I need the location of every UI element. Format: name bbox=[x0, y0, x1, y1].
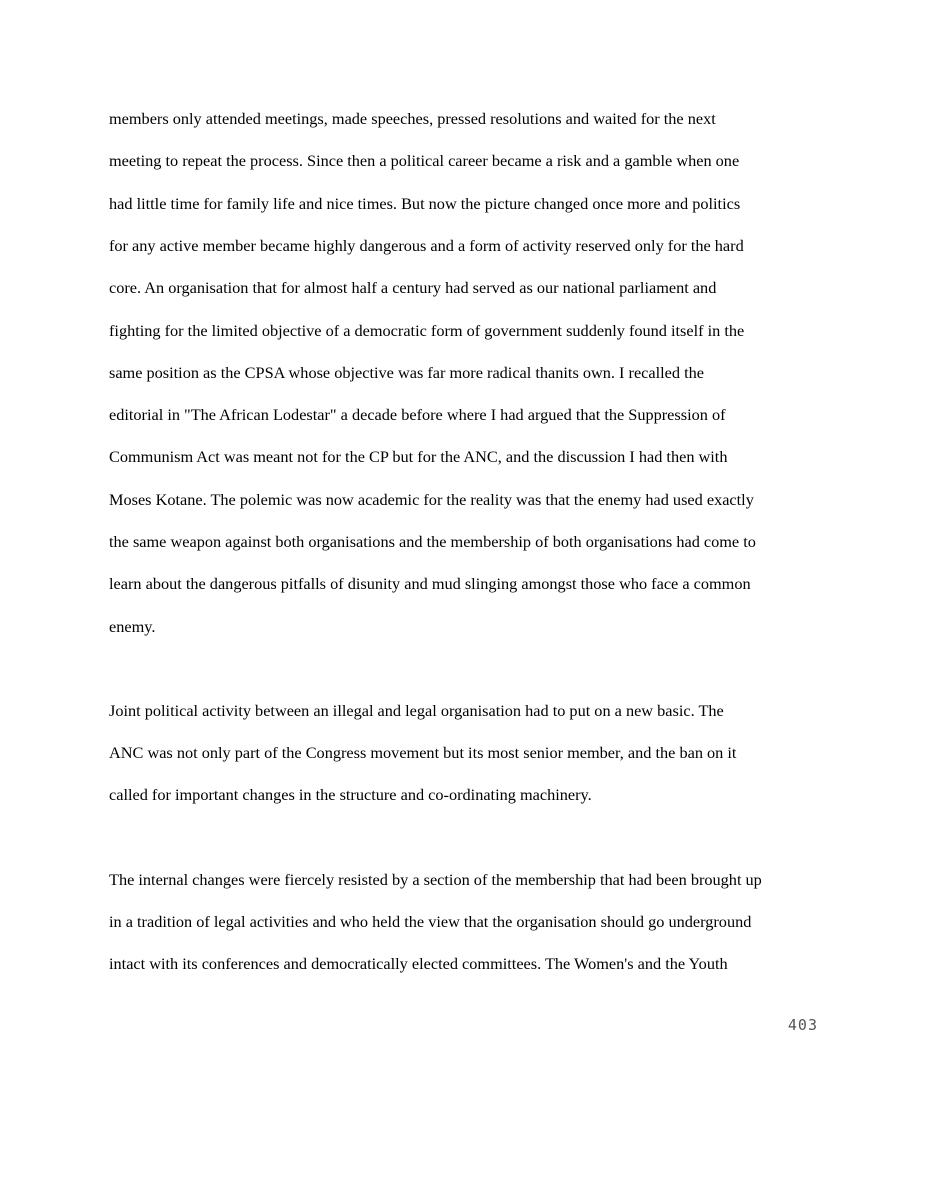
text-line: ANC was not only part of the Congress movement but its most senior member, and the ban on it bbox=[109, 743, 737, 762]
text-line: called for important changes in the structure and co-ordinating machinery. bbox=[109, 785, 592, 804]
text-line: Joint political activity between an illegal and legal organisation had to put on a new basic. The bbox=[109, 701, 724, 720]
text-line: same position as the CPSA whose objective was far more radical thanits own. I recalled the bbox=[109, 362, 705, 382]
text-line: editorial in "The African Lodestar" a decade before where I had argued that the Suppression of bbox=[109, 405, 726, 425]
text-line: Communism Act was meant not for the CP but for the ANC, and the discussion I had then with bbox=[109, 447, 728, 467]
text-line: core. An organisation that for almost half a century had served as our national parliament and bbox=[109, 278, 717, 298]
text-line: Moses Kotane. The polemic was now academic for the reality was that the enemy had used exactly bbox=[109, 489, 754, 509]
text-line: for any active member became highly dangerous and a form of activity reserved only for the hard bbox=[109, 235, 744, 255]
text-line: enemy. bbox=[109, 616, 156, 636]
text-line: the same weapon against both organisations and the membership of both organisations had come to bbox=[109, 532, 756, 551]
text-line: learn about the dangerous pitfalls of disunity and mud slinging amongst those who face a common bbox=[109, 574, 751, 594]
text-line: The internal changes were fiercely resisted by a section of the membership that had been brought up bbox=[109, 870, 762, 889]
text-line: members only attended meetings, made speeches, pressed resolutions and waited for the next bbox=[109, 109, 716, 128]
text-line: had little time for family life and nice times. But now the picture changed once more and politics bbox=[109, 193, 741, 213]
text-line: in a tradition of legal activities and who held the view that the organisation should go underground bbox=[109, 912, 752, 931]
text-line: intact with its conferences and democratically elected committees. The Women's and the Youth bbox=[109, 954, 728, 973]
page-number: 403 bbox=[787, 1016, 818, 1034]
text-line: meeting to repeat the process. Since then a political career became a risk and a gamble when one bbox=[109, 151, 740, 171]
text-line: fighting for the limited objective of a democratic form of government suddenly found itself in the bbox=[109, 320, 745, 340]
